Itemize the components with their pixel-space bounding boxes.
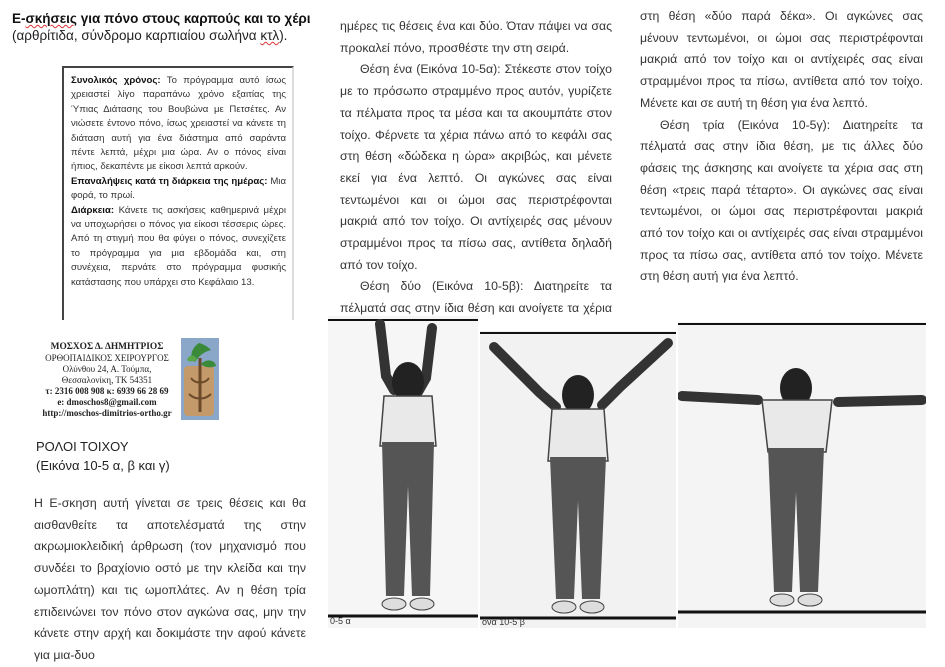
doctor-address-1: Ολύνθου 24, Α. Τούμπα, [62, 364, 152, 374]
figure-10-5b-image [480, 331, 676, 628]
info-box: Συνολικός χρόνος: Το πρόγραμμα αυτό ίσως χρειαστεί λίγο παραπάνω χρόνο εξαιτίας της Ύπιας Διάτασης του Βουβώνα με Πετσέτες. Αν νιώσετε έντονο πόνο, ίσως χρειαστεί να κάνετε τη διάταση αυτή για ένα διάστημα από σαράντα πέντε λεπτά, μέχρι μια ώρα. Αν ο πόνος είναι ήπιος, δεκαπέντε με είκοσι λεπτά αρκούν. Επαναλήψεις κατά τη διάρκεια της ημέρας: Μια φορά, το πρωί. Διάρκεια: Κάνετε τις ασκήσεις καθημερινά μέχρι να υποχωρήσει ο πόνος για είκοσι τέσσερις ώρες. Από τη στιγμή που θα φύγει ο πόνος, συνεχίζετε το πρόγραμμα για μια εβδομάδα και, στη συνέχεια, περνάτε στο πρόγραμμα φυσικής κατάστασης που υπάρχει στο Κεφάλαιο 13. [62, 66, 294, 320]
doctor-website[interactable]: http://moschos-dimitrios-ortho.gr [42, 408, 172, 418]
doctor-specialty: ΟΡΘΟΠΑΙΔΙΚΟΣ ΧΕΙΡΟΥΡΓΟΣ [45, 353, 169, 363]
body-text-column-2 [340, 16, 612, 342]
page-title: Ε-σκήσεις για πόνο στους καρπούς και το χέρι (αρθρίτιδα, σύνδρομο καρπιαίου σωλήνα κτλ). [12, 11, 311, 43]
page-subtitle: (αρθρίτιδα, σύνδρομο καρπιαίου σωλήνα κτλ). [12, 28, 288, 43]
figure-10-5c-image [678, 322, 926, 628]
section-title: ΡΟΛΟΙ ΤΟΙΧΟΥ [36, 439, 129, 454]
figure-caption-a: 0-5 α [330, 616, 351, 626]
paragraph: Θέση δύο (Εικόνα 10-5β): Διατηρείτε τα πέλματά σας στην ίδια θέση και ανοίγετε τα χέρια [340, 279, 612, 316]
figure-caption-b: όνα 10-5 β [482, 617, 525, 627]
doctor-name: ΜΟΣΧΟΣ Δ. ΔΗΜΗΤΡΙΟΣ [50, 342, 164, 352]
body-text-column-1: Η Ε-σκηση αυτή γίνεται σε τρεις θέσεις και θα αισθανθείτε τα αποτελέσματά της στην ακρωμιοκλειδική άρθρωση (τον μηχανισμό που συνδέει το βραχίονιο οστό με την κλείδα και την ωμοπλάτη) και τις ωμοπλάτες. Αν η θέση τρία επιδεινώνει τον πόνο στον αγκώνα σας, μην την κάνετε στην αρχή και δοκιμάστε την αφού κάνετε για μια-δυο [34, 496, 306, 662]
doctor-email[interactable]: e: dmoschos8@gmail.com [57, 397, 157, 407]
paragraph: ημέρες τις θέσεις ένα και δύο. Όταν πάψει να σας προκαλεί πόνο, προσθέστε την στη σειρά. [340, 19, 612, 55]
paragraph: στη θέση «δύο παρά δέκα». Οι αγκώνες σας μένουν τεντωμένοι, οι ώμοι σας περιστρέφονται μακριά από τον τοίχο και οι αντίχειρές σας είναι στραμμένοι προς τα πίσω, αντίθετα από τον τοίχο. Μένετε και σε αυτή τη θέση για ένα λεπτό. [640, 9, 923, 110]
clinic-logo-icon [181, 338, 219, 420]
body-text-column-3 [640, 6, 923, 288]
section-subtitle: (Εικόνα 10-5 α, β και γ) [36, 458, 170, 473]
doctor-address-2: Θεσσαλονίκη, ΤΚ 54351 [61, 375, 153, 385]
section-heading [36, 437, 296, 475]
paragraph: Θέση ένα (Εικόνα 10-5α): Στέκεστε στον τοίχο με το πρόσωπο στραμμένο προς αυτόν, γυρίζετε τα πέλματα προς τα μέσα και τα ακουμπάτε στον τοίχο. Φέρνετε τα χέρια πάνω από το κεφάλι σας στη θέση «δώδεκα η ώρα» ακριβώς, και μένετε εκεί για ένα λεπτό. Οι αγκώνες σας είναι τεντωμένοι και οι ώμοι σας περιστρέφονται μακριά από τον τοίχο. Οι αντίχειρές σας μένουν στραμμένοι προς τα πίσω σας, αντίθετα δηλαδή από τον τοίχο. [340, 62, 612, 272]
figure-10-5a-image [328, 316, 478, 628]
doctor-phone: τ: 2316 008 908 κ: 6939 66 28 69 [45, 386, 169, 396]
paragraph: Θέση τρία (Εικόνα 10-5γ): Διατηρείτε τα πέλματά σας στην ίδια θέση, με τις άλλες δύο φάσεις της άσκησης και ανοίγετε τα χέρια σας στη θέση «τρεις παρά τέταρτο». Οι αγκώνες σας είναι τεντωμένοι, οι ώμοι σας περιστρέφονται μακριά από τον τοίχο και οι αντίχειρές σας είναι στραμμένοι προς τα πίσω σας, αντίθετα από τον τοίχο. Μένετε στη θέση αυτή για ένα λεπτό. [640, 117, 923, 284]
